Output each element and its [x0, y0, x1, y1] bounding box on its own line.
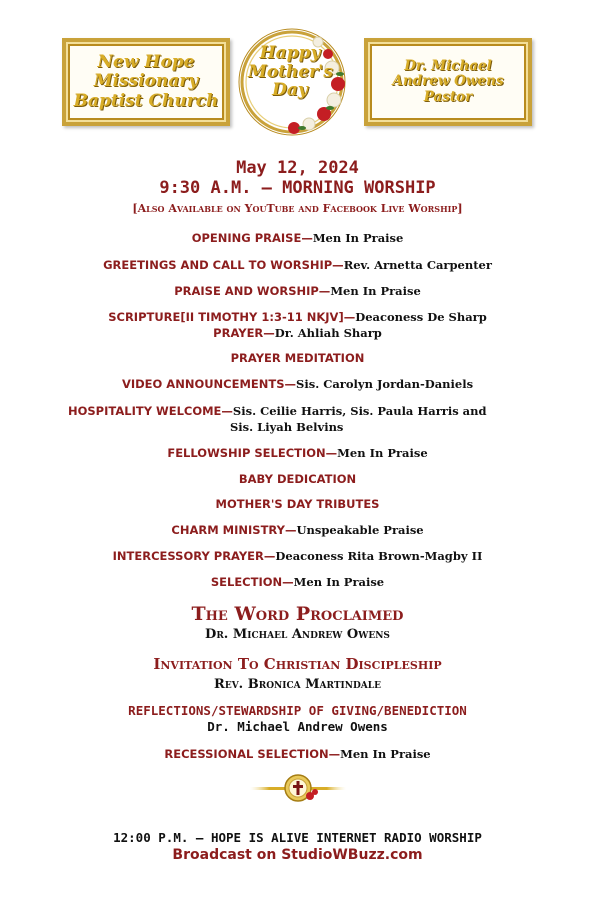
- recessional-item: RECESSIONAL SELECTION—Men In Praise: [164, 747, 431, 761]
- program-item: VIDEO ANNOUNCEMENTS—Sis. Carolyn Jordan-Daniels: [121, 377, 474, 391]
- program-item: INTERCESSORY PRAYER—Deaconess Rita Brown-Magby II: [112, 549, 483, 563]
- pastor-name: Dr. Michael Andrew Owens Pastor: [392, 58, 504, 105]
- program-item: GREETINGS AND CALL TO WORSHIP—Rev. Arnetta Carpenter: [103, 258, 492, 272]
- program-item: HOSPITALITY WELCOME—Sis. Ceilie Harris, Sis. Paula Harris and Sis. Liyah Belvins: [68, 404, 487, 434]
- program-item: PRAYER MEDITATION: [230, 351, 365, 365]
- program-item: SELECTION—Men In Praise: [210, 575, 385, 589]
- service-date: May 12, 2024: [236, 158, 359, 178]
- availability-note: [Also Available on YouTube and Facebook Live Worship]: [132, 202, 463, 215]
- program-item: PRAISE AND WORSHIP—Men In Praise: [174, 284, 421, 298]
- event-title: Happy Mother's Day: [248, 43, 333, 101]
- header-banner: [62, 28, 532, 138]
- reflections-title: REFLECTIONS/STEWARDSHIP OF GIVING/BENEDICTION: [128, 703, 467, 718]
- program-item: MOTHER'S DAY TRIBUTES: [215, 497, 380, 511]
- program-item: SCRIPTURE[II TIMOTHY 1:3-11 NKJV]—Deaconess De Sharp: [108, 310, 487, 324]
- pastor-plaque: [364, 38, 532, 126]
- program-item: BABY DEDICATION: [238, 472, 357, 486]
- service-time-title: 9:30 A.M. — MORNING WORSHIP: [159, 178, 436, 198]
- invitation-speaker: Rev. Bronica Martindale: [214, 677, 381, 692]
- program-item: CHARM MINISTRY—Unspeakable Praise: [171, 523, 424, 537]
- church-name: New Hope Missionary Baptist Church: [73, 52, 219, 111]
- radio-worship-line: 12:00 P.M. — HOPE IS ALIVE INTERNET RADIO WORSHIP: [113, 830, 482, 845]
- church-name-plaque: [62, 38, 230, 126]
- reflections-speaker: Dr. Michael Andrew Owens: [207, 719, 388, 734]
- program-item: OPENING PRAISE—Men In Praise: [191, 231, 404, 245]
- invitation-title: Invitation To Christian Discipleship: [153, 655, 442, 673]
- broadcast-line: Broadcast on StudioWBuzz.com: [172, 847, 423, 863]
- program-item: PRAYER—Dr. Ahliah Sharp: [213, 326, 382, 340]
- program-item: FELLOWSHIP SELECTION—Men In Praise: [167, 446, 428, 460]
- sermon-speaker: Dr. Michael Andrew Owens: [205, 627, 390, 642]
- cross-emblem-icon: [250, 770, 346, 806]
- sermon-title: The Word Proclaimed: [191, 603, 404, 625]
